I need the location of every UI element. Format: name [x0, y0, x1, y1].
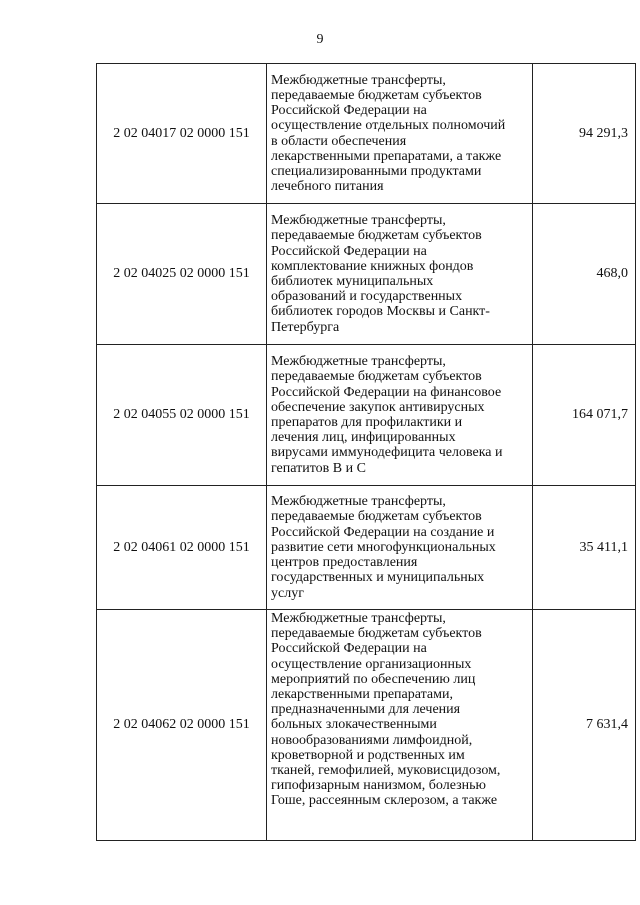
description-line: передаваемые бюджетам субъектов — [271, 87, 482, 103]
table-row — [97, 486, 636, 610]
description-line: лекарственными препаратами, — [271, 687, 453, 703]
amount-cell: 7 631,4 — [533, 610, 636, 841]
description-line: передаваемые бюджетам субъектов — [271, 369, 482, 385]
description-line: передаваемые бюджетам субъектов — [271, 626, 482, 642]
amount-cell: 468,0 — [533, 204, 636, 345]
description-line: лечебного питания — [271, 179, 384, 195]
budget-code-cell: 2 02 04062 02 0000 151 — [97, 610, 267, 841]
description-line: Российской Федерации на — [271, 243, 427, 259]
description-line: лекарственными препаратами, а также — [271, 148, 502, 164]
description-line: кроветворной и родственных им — [271, 747, 465, 763]
description-line: новообразованиями лимфоидной, — [271, 732, 473, 748]
description-line: Российской Федерации на — [271, 103, 427, 119]
description-line: библиотек городов Москвы и Санкт- — [271, 304, 490, 320]
description-line: в области обеспечения — [271, 133, 407, 149]
description-line: библиотек муниципальных — [271, 274, 434, 289]
budget-code-cell: 2 02 04025 02 0000 151 — [97, 204, 267, 345]
description-line: Петербурга — [271, 319, 340, 335]
description-cell — [267, 64, 533, 204]
table-body — [97, 64, 636, 841]
description-line: Российской Федерации на создание и — [271, 524, 495, 540]
description-line: Межбюджетные трансферты, — [271, 72, 446, 88]
amount-cell: 35 411,1 — [533, 486, 636, 610]
description-line: осуществление организационных — [271, 656, 472, 672]
description-line: специализированными продуктами — [271, 163, 482, 179]
description-line: лечения лиц, инфицированных — [271, 430, 456, 446]
description-line: Межбюджетные трансферты, — [271, 354, 446, 370]
budget-code-cell: 2 02 04055 02 0000 151 — [97, 345, 267, 486]
description-cell — [267, 345, 533, 486]
description-cell — [267, 486, 533, 610]
description-line: услуг — [271, 585, 304, 601]
description-line: Гоше, рассеянным склерозом, а также — [271, 793, 498, 809]
budget-code-cell: 2 02 04061 02 0000 151 — [97, 486, 267, 610]
table-row — [97, 345, 636, 486]
table-row — [97, 610, 636, 841]
table-row — [97, 204, 636, 345]
description-line: Российской Федерации на — [271, 641, 427, 657]
description-line: тканей, гемофилией, муковисцидозом, — [271, 763, 501, 779]
description-line: больных злокачественными — [271, 717, 437, 733]
page-number: 9 — [316, 32, 324, 47]
description-cell — [267, 204, 533, 345]
description-line: гепатитов В и С — [271, 460, 366, 476]
description-cell — [267, 610, 533, 841]
amount-cell: 94 291,3 — [533, 64, 636, 204]
budget-transfers-table — [96, 63, 636, 841]
description-line: образований и государственных — [271, 289, 463, 305]
budget-code-cell: 2 02 04017 02 0000 151 — [97, 64, 267, 204]
table-row — [97, 64, 636, 204]
description-line: центров предоставления — [271, 555, 418, 571]
description-line: развитие сети многофункциональных — [271, 539, 496, 555]
description-line: государственных и муниципальных — [271, 570, 485, 586]
description-line: обеспечение закупок антивирусных — [271, 399, 485, 415]
description-line: Межбюджетные трансферты, — [271, 611, 446, 626]
description-line: Межбюджетные трансферты, — [271, 494, 446, 510]
description-line: гипофизарным нанизмом, болезнью — [271, 778, 486, 794]
description-line: комплектование книжных фондов — [271, 258, 474, 274]
description-line: осуществление отдельных полномочий — [271, 118, 506, 134]
description-line: передаваемые бюджетам субъектов — [271, 228, 482, 244]
description-line: Российской Федерации на финансовое — [271, 384, 502, 400]
description-line: предназначенными для лечения — [271, 702, 461, 718]
amount-cell: 164 071,7 — [533, 345, 636, 486]
description-line: мероприятий по обеспечению лиц — [271, 671, 476, 687]
description-line: вирусами иммунодефицита человека и — [271, 445, 503, 461]
description-line: передаваемые бюджетам субъектов — [271, 509, 482, 525]
description-line: Межбюджетные трансферты, — [271, 213, 446, 229]
description-line: препаратов для профилактики и — [271, 415, 463, 430]
